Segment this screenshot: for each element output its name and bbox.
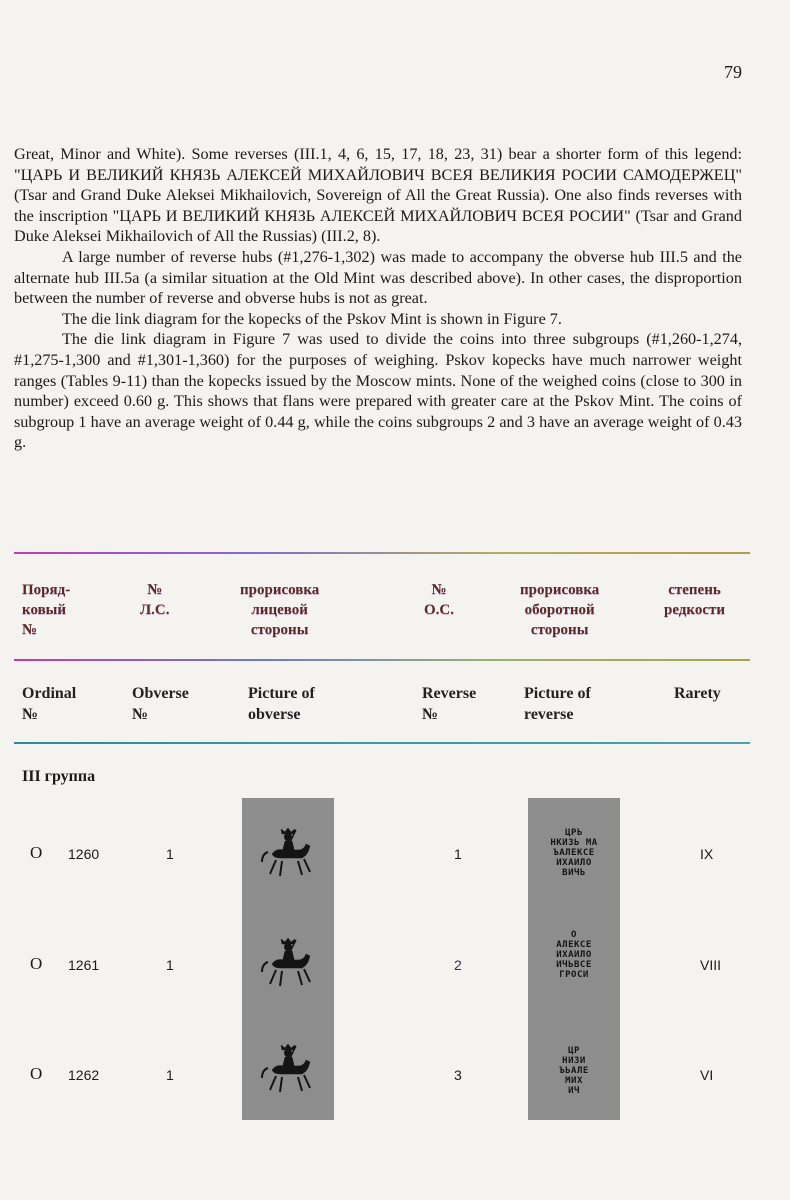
table-header-divider [14,659,750,661]
row-obverse-number: 1 [166,957,174,973]
horseman-drawing-icon [258,934,318,990]
header-ru-obverse-number: № Л.С. [140,582,170,618]
row-mark: O [30,843,43,862]
row-ordinal: 1262 [68,1067,100,1083]
group-label: III группа [22,768,96,785]
paragraph: Great, Minor and White). Some reverses (III.1, 4, 6, 15, 17, 18, 23, 31) bear a shorter form of this legend: "ЦАРЬ И ВЕЛИКИЙ КНЯЗЬ АЛЕКСЕЙ МИХАЙЛОВИЧ ВСЕЯ ВЕЛИКИЯ РОСИИ САМОДЕРЖЕЦ" (Tsar and Grand Duke Aleksei Mikhailovich, Sovereign of All the Great Russia). One also finds reverses with the inscription "ЦАРЬ И ВЕЛИКИЙ КНЯЗЬ АЛЕКСЕЙ МИХАЙЛОВИЧ ВСЕЯ РОСИИ" (Tsar and Grand Duke Aleksei Mikhailovich of All the Russias) (III.2, 8). [14,145,742,246]
header-en-obverse-number: Obverse № [132,685,189,723]
header-ru-ordinal: Поряд- ковый № [22,582,71,638]
row-rarity: VI [700,1067,714,1083]
paragraph: A large number of reverse hubs (#1,276-1,302) was made to accompany the obverse hub III.5 and the alternate hub III.5a (a similar situation at the Old Mint was described above). In other cases, the disproportion between the number of reverse and obverse hubs is not as great. [14,247,742,308]
row-obverse-number: 1 [166,846,174,862]
table-header-bottom-rule [14,742,750,744]
reverse-inscription-drawing: О АЛЕКСЕ ИХАИЛО ИЧЬВСЕ ГРОСИ [556,930,592,980]
table-top-rule [14,552,750,554]
paragraph: The die link diagram in Figure 7 was used to divide the coins into three subgroups (#1,260-1,274, #1,275-1,300 and #1,301-1,360) for the purposes of weighing. Pskov kopecks have much narrower weight ranges (Tables 9-11) than the kopecks issued by the Moscow mints. None of the weighed coins (close to 300 in number) exceed 0.60 g. This shows that flans were prepared with greater care at the Pskov Mint. The coins of subgroup 1 have an average weight of 0.44 g, while the coins subgroups 2 and 3 have an average weight of 0.43 g. [14,330,742,452]
paragraph: The die link diagram for the kopecks of the Pskov Mint is shown in Figure 7. [62,309,562,328]
reverse-inscription-drawing: ЦР НИЗИ ЪЬАЛЕ МИХ ИЧ [559,1046,589,1096]
row-reverse-number: 1 [454,846,462,862]
header-en-ordinal: Ordinal № [22,685,77,723]
row-ordinal: 1260 [68,846,100,862]
header-ru-reverse-number: № О.С. [424,582,454,618]
header-ru-rarity: степень редкости [664,582,726,618]
row-rarity: IX [700,846,714,862]
reverse-inscription-drawing: ЦРЬ НКИЗЬ МА ЪАЛЕКСЕ ИХАИЛО ВИЧЬ [550,828,598,878]
header-en-reverse-number: Reverse № [422,685,477,723]
page-number: 79 [724,62,742,82]
row-obverse-number: 1 [166,1067,174,1083]
header-en-reverse-picture: Picture of reverse [524,685,591,723]
horseman-drawing-icon [258,824,318,880]
row-ordinal: 1261 [68,957,100,973]
body-text [14,144,742,453]
row-reverse-number: 3 [454,1067,462,1083]
row-reverse-number: 2 [454,957,462,973]
header-en-rarity: Rarety [674,685,721,702]
row-rarity: VIII [700,957,722,973]
row-mark: O [30,1064,43,1083]
header-ru-reverse-picture: прорисовка оборотной стороны [520,582,600,638]
header-en-obverse-picture: Picture of obverse [248,685,315,723]
row-mark: O [30,954,43,973]
horseman-drawing-icon [258,1040,318,1096]
header-ru-obverse-picture: прорисовка лицевой стороны [240,582,320,638]
